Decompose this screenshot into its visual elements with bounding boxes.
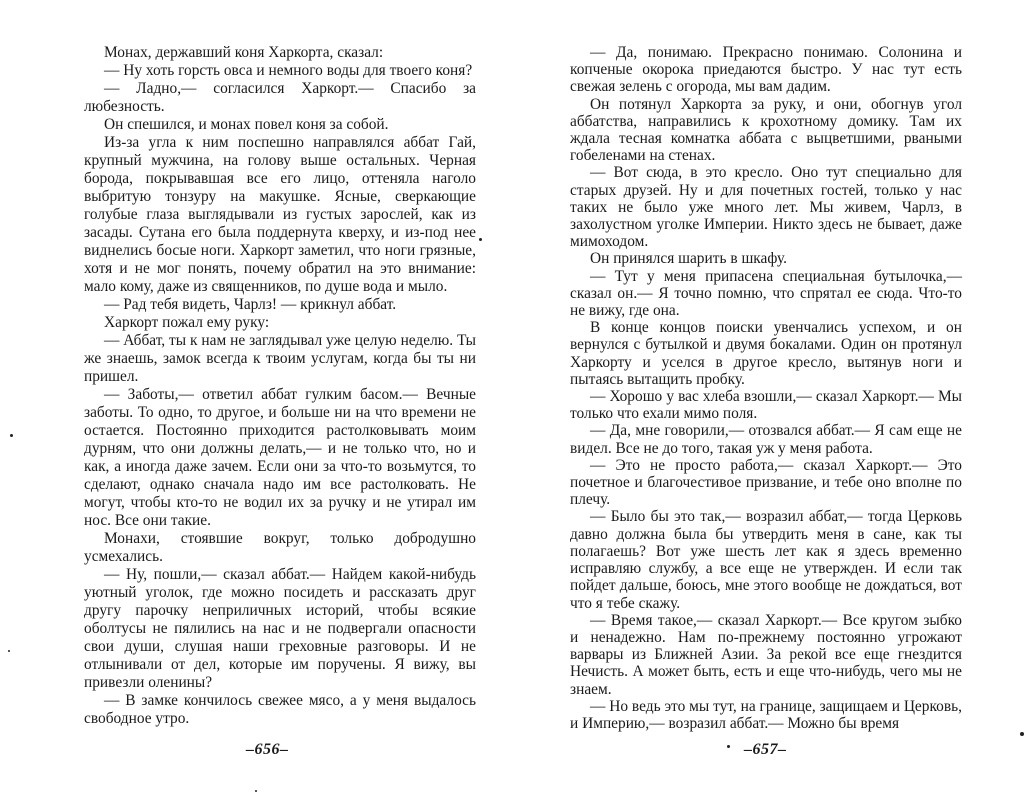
paragraph: — Хорошо у вас хлеба взошли,— сказал Харкорт.— Мы только что ехали мимо поля. [570,388,962,423]
paragraph: — Время такое,— сказал Харкорт.— Все кругом зыбко и ненадежно. Нам по-прежнему постоянно угрожают варвары из Ближней Азии. За рекой все еще гнездится Нечисть. А может быть, есть и еще что-нибудь, чего мы не знаем. [570,611,962,698]
paragraph: — Тут у меня припасена специальная бутылочка,— сказал он.— Я точно помню, что спрятал ее сюда. Что-то не вижу, где она. [570,267,962,320]
paragraph: — Это не просто работа,— сказал Харкорт.— Это почетное и благочестивое призвание, и тебе оно вполне по плечу. [570,456,962,509]
paragraph: — Вот сюда, в это кресло. Оно тут специально для старых друзей. Ну и для почетных гостей, только у нас таких не было уже много лет. Мы живем, Чарлз, в захолустном уголке Империи. Никто здесь не бывает, даже мимоходом. [570,164,962,251]
paragraph: В конце концов поиски увенчались успехом, и он вернулся с бутылкой и двумя бокалами. Один он протянул Харкорту и уселся в другое кресло, вытянув ноги и пытаясь вытащить пробку. [570,319,962,388]
page-number-right: –657– [744,741,787,758]
paragraph: Из-за угла к ним поспешно направлялся аббат Гай, крупный мужчина, на голову выше остальных. Черная борода, покрывавшая все его лицо, оттеняла наголо выбритую тонзуру на макушке. Ясные, сверкающие голубые глаза выглядывали из густых зарослей, как из засады. Сутана его была поддернута кверху, и из-под нее виднелись босые ноги. Харкорт заметил, что ноги грязные, хотя и не мог понять, почему обратил на это внимание: мало кому, даже из священников, по душе вода и мыло. [84,134,476,295]
paragraph: — Аббат, ты к нам не заглядывал уже целую неделю. Ты же знаешь, замок всегда к твоим услугам, когда бы ты ни пришел. [84,332,476,385]
paragraph: Харкорт пожал ему руку: [104,314,270,331]
paragraph: — Ну, пошли,— сказал аббат.— Найдем какой-нибудь уютный уголок, где можно посидеть и рассказать друг другу парочку неприличных историй, чтобы всякие оболтусы не пялились на нас и не подвергали опасности свои души, слушая наши греховные разговоры. И не отлынивали от дел, которые им поручены. Я вижу, вы привезли оленины? [84,566,476,691]
scan-speck [10,434,13,437]
scan-speck [479,238,482,241]
paragraph: Он потянул Харкорта за руку, и они, обогнув угол аббатства, направились к крохотному домику. Там их ждала тесная комнатка аббата с выцветшими, рваными гобеленами на стенах. [570,95,962,165]
paragraph: Монахи, стоявшие вокруг, только добродушно усмехались. [84,530,476,565]
paragraph: — Было бы это так,— возразил аббат,— тогда Церковь давно должна была бы утвердить меня в сане, как ты полагаешь? Вот уже шесть лет как я здесь временно исправляю службу, а все еще не утвержден. И если так пойдет дальше, боюсь, мне этого вообще не дождаться, вот что я тебе скажу. [570,508,962,612]
paragraph: — Заботы,— ответил аббат гулким басом.— Вечные заботы. То одно, то другое, и больше ни на что времени не остается. Постоянно приходится растолковывать моим дурням, что они должны делать,— и не только что, но и как, а иногда даже зачем. Если они за что-то возьмутся, то сделают, однако сначала надо им все растолковать. Не могут, чтобы кто-то не водил их за ручку и не утирал им нос. Все они такие. [84,386,476,529]
scan-speck [727,745,730,748]
paragraph: — Ну хоть горсть овса и немного воды для твоего коня? [104,62,473,79]
page-number-left: –656– [246,741,289,758]
scan-speck [1020,732,1024,736]
right-page [570,44,962,732]
paragraph: — Рад тебя видеть, Чарлз! — крикнул аббат. [104,296,397,313]
paragraph: — Да, мне говорили,— отозвался аббат.— Я сам еще не видел. Все не до того, такая уж у меня работа. [570,422,962,457]
paragraph: Он спешился, и монах повел коня за собой. [104,116,389,133]
paragraph: — Но ведь это мы тут, на границе, защищаем и Церковь, и Империю,— возразил аббат.— Можно бы время [570,697,962,732]
paragraph: — Да, понимаю. Прекрасно понимаю. Солонина и копченые окорока приедаются быстро. У нас тут есть свежая зелень с огорода, мы вам дадим. [570,44,962,96]
paragraph: Монах, державший коня Харкорта, сказал: [104,44,384,61]
paragraph: — В замке кончилось свежее мясо, а у меня выдалось свободное утро. [84,692,476,727]
left-page [84,44,476,728]
scan-speck [255,790,257,792]
paragraph: Он принялся шарить в шкафу. [590,250,787,268]
scan-speck [8,650,10,652]
paragraph: — Ладно,— согласился Харкорт.— Спасибо за любезность. [84,80,476,115]
